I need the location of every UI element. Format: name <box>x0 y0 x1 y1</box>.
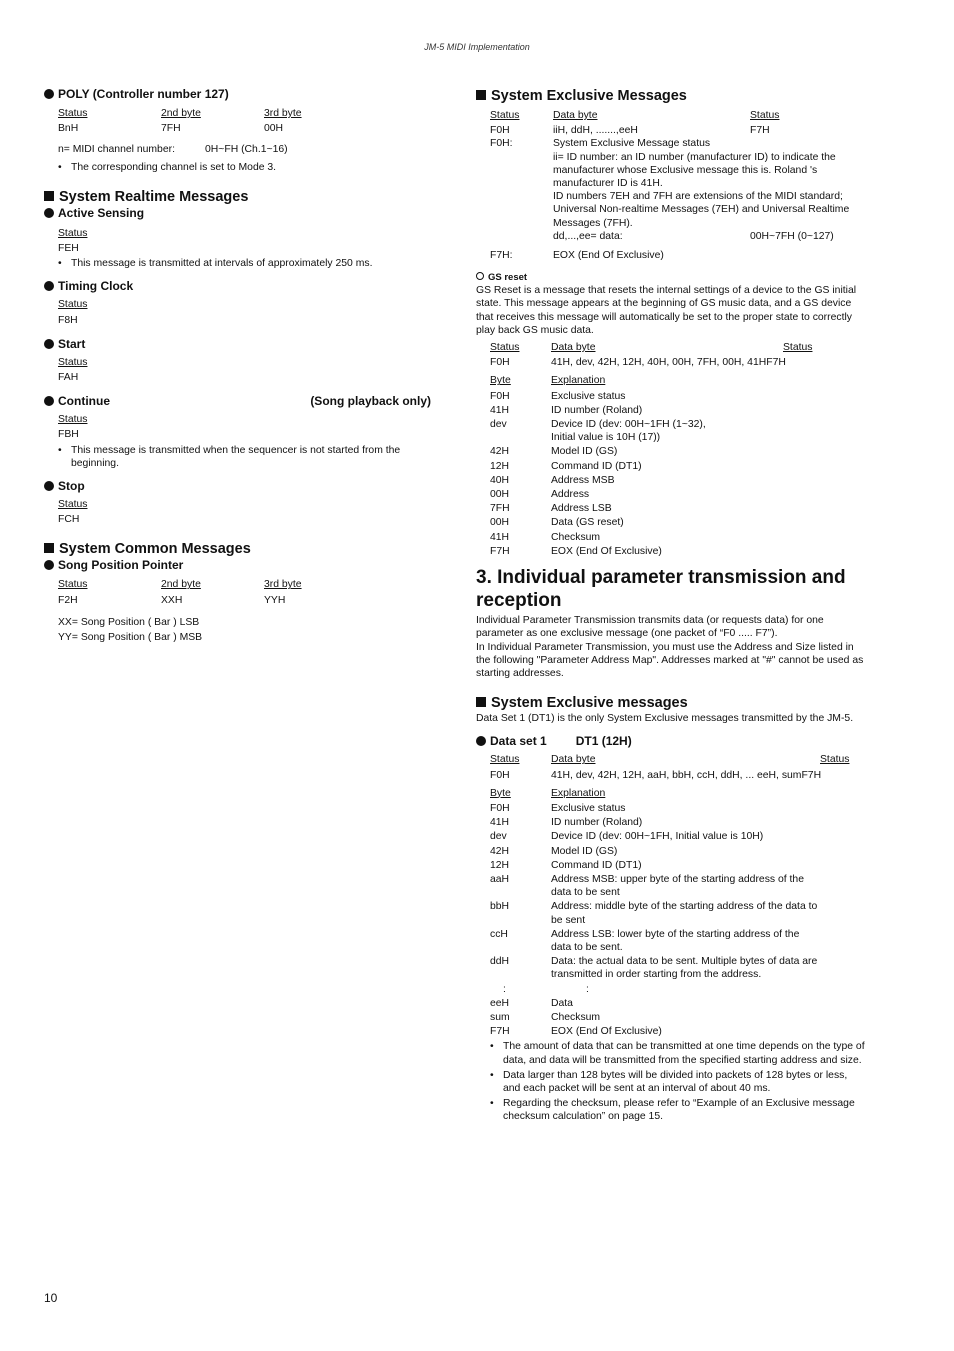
status-label: Status <box>58 414 88 426</box>
byte-row <box>490 418 866 444</box>
active-sensing-heading: Active Sensing <box>44 206 436 221</box>
byte-explanation: Address LSB <box>551 503 612 515</box>
byte-explanation: Data: the actual data to be sent. Multiple bytes of data are transmitted in order starting from the address. <box>551 956 818 981</box>
ring-bullet-icon <box>476 272 484 280</box>
ds-byte-header: Byte Explanation <box>490 787 606 799</box>
byte-row <box>490 816 866 829</box>
gs-reset-description: GS Reset is a message that resets the internal settings of a device to the GS initial state. This message appears at the beginning of GS music data, and a GS device that receives this message will automatically be set to the proper state to correctly play back GS music data. <box>476 285 857 336</box>
gs-byte-table <box>476 390 866 558</box>
songpos-note-lsb: XX= Song Position ( Bar ) LSB <box>58 616 200 628</box>
byte-row <box>490 404 866 417</box>
right-column <box>476 87 866 1124</box>
byte-row <box>490 545 866 558</box>
byte-row <box>490 928 866 954</box>
byte-explanation: Device ID (dev: 00H~1FH, Initial value is 10H) <box>551 831 764 843</box>
byte-code: F0H <box>490 802 510 814</box>
sysex-heading: System Exclusive Messages <box>476 87 866 105</box>
byte-row <box>490 488 866 501</box>
sysex2-description: Data Set 1 (DT1) is the only System Exclusive messages transmitted by the JM-5. <box>476 713 854 725</box>
byte-row <box>490 873 866 899</box>
realtime-heading: System Realtime Messages <box>44 188 436 206</box>
byte-code: 40H <box>490 474 510 486</box>
byte-code: 42H <box>490 845 510 857</box>
start-heading: Start <box>44 337 436 352</box>
timing-clock-heading: Timing Clock <box>44 279 436 294</box>
ds-byte-table <box>476 802 866 1038</box>
byte-code: eeH <box>490 997 510 1009</box>
bullet-dot-icon <box>44 339 54 349</box>
byte-row <box>490 1025 866 1038</box>
continue-heading: Continue (Song playback only) <box>44 394 436 409</box>
byte-row <box>490 1011 866 1024</box>
continue-bullet: • This message is transmitted when the sequencer is not started from the beginning. <box>58 444 401 469</box>
note-text: Regarding the checksum, please refer to “Example of an Exclusive message checksum calculation” on page 15. <box>503 1098 855 1123</box>
byte-explanation: Model ID (GS) <box>551 446 618 458</box>
ds-header-row: Status Data byte Status <box>490 754 850 766</box>
byte-code: 7FH <box>490 503 510 515</box>
songpos-note-msb: YY= Song Position ( Bar ) MSB <box>58 632 203 644</box>
status-label: Status <box>58 227 88 239</box>
byte-explanation: Address <box>551 489 590 501</box>
stop-heading: Stop <box>44 479 436 494</box>
note-bullet <box>490 1097 866 1123</box>
byte-explanation: Command ID (DT1) <box>551 460 642 472</box>
byte-code: bbH <box>490 901 510 913</box>
byte-code: dev <box>490 831 507 843</box>
sysex2-heading: System Exclusive messages <box>476 694 866 712</box>
continue-value: FBH <box>58 429 79 441</box>
section3-heading: 3. Individual parameter transmission and reception <box>476 567 846 612</box>
byte-code: F0H <box>490 390 510 402</box>
byte-row <box>490 474 866 487</box>
byte-explanation: Address: middle byte of the starting address of the data to be sent <box>551 901 818 926</box>
bullet-dot-icon <box>44 208 54 218</box>
poly-bullet: • The corresponding channel is set to Mode 3. <box>58 161 277 173</box>
byte-code: sum <box>490 1011 510 1023</box>
gs-value-row: F0H 41H, dev, 42H, 12H, 40H, 00H, 7FH, 00H, 41H F7H <box>490 357 786 369</box>
note-text: The amount of data that can be transmitted at one time depends on the type of data, and data will be transmitted from the specified starting address and size. <box>503 1041 865 1066</box>
byte-row <box>490 859 866 872</box>
byte-row <box>490 955 866 981</box>
byte-explanation: Address MSB: upper byte of the starting address of the data to be sent <box>551 873 804 899</box>
section3-paragraph-1: Individual Parameter Transmission transmits data (or requests data) for one parameter as one exclusive message (one packet of “F0 ..... F7”). <box>476 615 824 640</box>
poly-value-row: BnH 7FH 00H <box>58 123 284 135</box>
byte-explanation: Model ID (GS) <box>551 845 618 857</box>
bullet-dot-icon <box>44 560 54 570</box>
status-label: Status <box>58 299 88 311</box>
sysex-header-row: Status Data byte Status <box>490 110 780 121</box>
bullet-glyph: • <box>490 1069 494 1081</box>
byte-row <box>490 460 866 473</box>
data-set-heading: Data set 1 DT1 (12H) <box>476 734 866 749</box>
byte-explanation: Exclusive status <box>551 390 626 402</box>
byte-row <box>490 845 866 858</box>
byte-row <box>490 502 866 515</box>
byte-code: aaH <box>490 873 510 885</box>
page-header: JM-5 MIDI Implementation <box>424 42 530 52</box>
byte-explanation: Data (GS reset) <box>551 517 624 529</box>
gs-byte-header: Byte Explanation <box>490 375 606 387</box>
bullet-dot-icon <box>44 89 54 99</box>
byte-explanation: Address LSB: lower byte of the starting address of the data to be sent. <box>551 928 800 953</box>
byte-row <box>490 983 866 996</box>
byte-explanation: Checksum <box>551 1011 601 1023</box>
sysex-f0-explanation: F0H: System Exclusive Message status ii= ID number: an ID number (manufacturer ID) to indicate the manufacturer whose Exclusive message this is. Roland 's manufacturer ID is 41H. ID numbers 7EH and 7FH are extensions of the MIDI standard; Universal Non-realtime Messages (7EH) and Universal Realtime Messages (7FH). dd,...,ee= data: 00H~7FH (0~127) <box>490 138 850 242</box>
section-square-icon <box>44 191 54 201</box>
byte-row <box>490 997 866 1010</box>
byte-code: 41H <box>490 404 510 416</box>
byte-row <box>490 445 866 458</box>
byte-code: 41H <box>490 817 510 829</box>
byte-explanation: EOX (End Of Exclusive) <box>551 1026 662 1038</box>
gs-reset-heading: GS reset <box>476 271 866 284</box>
ds-value-row: F0H 41H, dev, 42H, 12H, aaH, bbH, ccH, ddH, ... eeH, sum F7H <box>490 769 822 781</box>
byte-row <box>490 516 866 529</box>
byte-explanation: Device ID (dev: 00H~1FH (1~32), Initial value is 10H (17)) <box>551 419 706 444</box>
byte-code: 42H <box>490 446 510 458</box>
active-value: FEH <box>58 243 79 255</box>
common-heading: System Common Messages <box>44 540 436 558</box>
active-bullet: • This message is transmitted at intervals of approximately 250 ms. <box>58 258 373 270</box>
byte-explanation: EOX (End Of Exclusive) <box>551 545 662 557</box>
left-column <box>44 87 436 644</box>
note-bullet <box>490 1040 866 1066</box>
byte-row <box>490 390 866 403</box>
note-text: Data larger than 128 bytes will be divided into packets of 128 bytes or less, and each packet will be sent at an interval of about 40 ms. <box>503 1069 848 1094</box>
byte-code: F7H <box>490 1026 510 1038</box>
page-number: 10 <box>44 1291 58 1305</box>
poly-heading: POLY (Controller number 127) <box>44 87 436 102</box>
bullet-glyph: • <box>490 1098 494 1110</box>
gs-header-row: Status Data byte Status <box>490 342 813 354</box>
byte-code: 00H <box>490 489 510 501</box>
songpos-value-row: F2H XXH YYH <box>58 594 286 606</box>
section-square-icon <box>44 543 54 553</box>
byte-row <box>490 802 866 815</box>
sysex-f7-explanation: F7H: EOX (End Of Exclusive) <box>490 250 664 262</box>
byte-code: dev <box>490 419 507 431</box>
byte-explanation: ID number (Roland) <box>551 404 643 416</box>
bullet-dot-icon <box>476 736 486 746</box>
timing-value: F8H <box>58 314 78 326</box>
byte-explanation: Exclusive status <box>551 802 626 814</box>
status-label: Status <box>58 356 88 368</box>
byte-code: F7H <box>490 545 510 557</box>
section-square-icon <box>476 697 486 707</box>
byte-row <box>490 900 866 926</box>
byte-code: 12H <box>490 859 510 871</box>
sysex-value-row: F0H iiH, ddH, .......,eeH F7H <box>490 125 770 137</box>
byte-explanation: Address MSB <box>551 474 615 486</box>
byte-explanation: Checksum <box>551 531 601 543</box>
byte-row <box>490 830 866 843</box>
start-value: FAH <box>58 372 79 384</box>
byte-code: ccH <box>490 928 508 940</box>
bullet-dot-icon <box>44 481 54 491</box>
byte-code: ddH <box>490 956 510 968</box>
section-square-icon <box>476 90 486 100</box>
songpos-header-row: Status 2nd byte 3rd byte <box>58 579 302 591</box>
note-bullet <box>490 1069 866 1095</box>
poly-note: n= MIDI channel number: 0H~FH (Ch.1~16) <box>58 144 288 156</box>
bullet-glyph: • <box>490 1041 494 1053</box>
status-label: Status <box>58 499 88 511</box>
byte-explanation: Data <box>551 997 573 1009</box>
bullet-dot-icon <box>44 396 54 406</box>
ds-notes <box>476 1040 866 1123</box>
byte-code: 12H <box>490 460 510 472</box>
byte-code: : <box>503 983 506 995</box>
byte-explanation: Command ID (DT1) <box>551 859 642 871</box>
poly-header-row: Status 2nd byte 3rd byte <box>58 108 302 119</box>
byte-row <box>490 531 866 544</box>
byte-code: 00H <box>490 517 510 529</box>
section3-paragraph-2: In Individual Parameter Transmission, you must use the Address and Size listed in the following "Parameter Address Map". Addresses marked at "#" cannot be used as starting addresses. <box>476 641 864 679</box>
stop-value: FCH <box>58 514 80 526</box>
byte-explanation: : <box>586 983 589 995</box>
bullet-dot-icon <box>44 281 54 291</box>
byte-explanation: ID number (Roland) <box>551 817 643 829</box>
song-position-heading: Song Position Pointer <box>44 558 436 573</box>
byte-code: 41H <box>490 531 510 543</box>
